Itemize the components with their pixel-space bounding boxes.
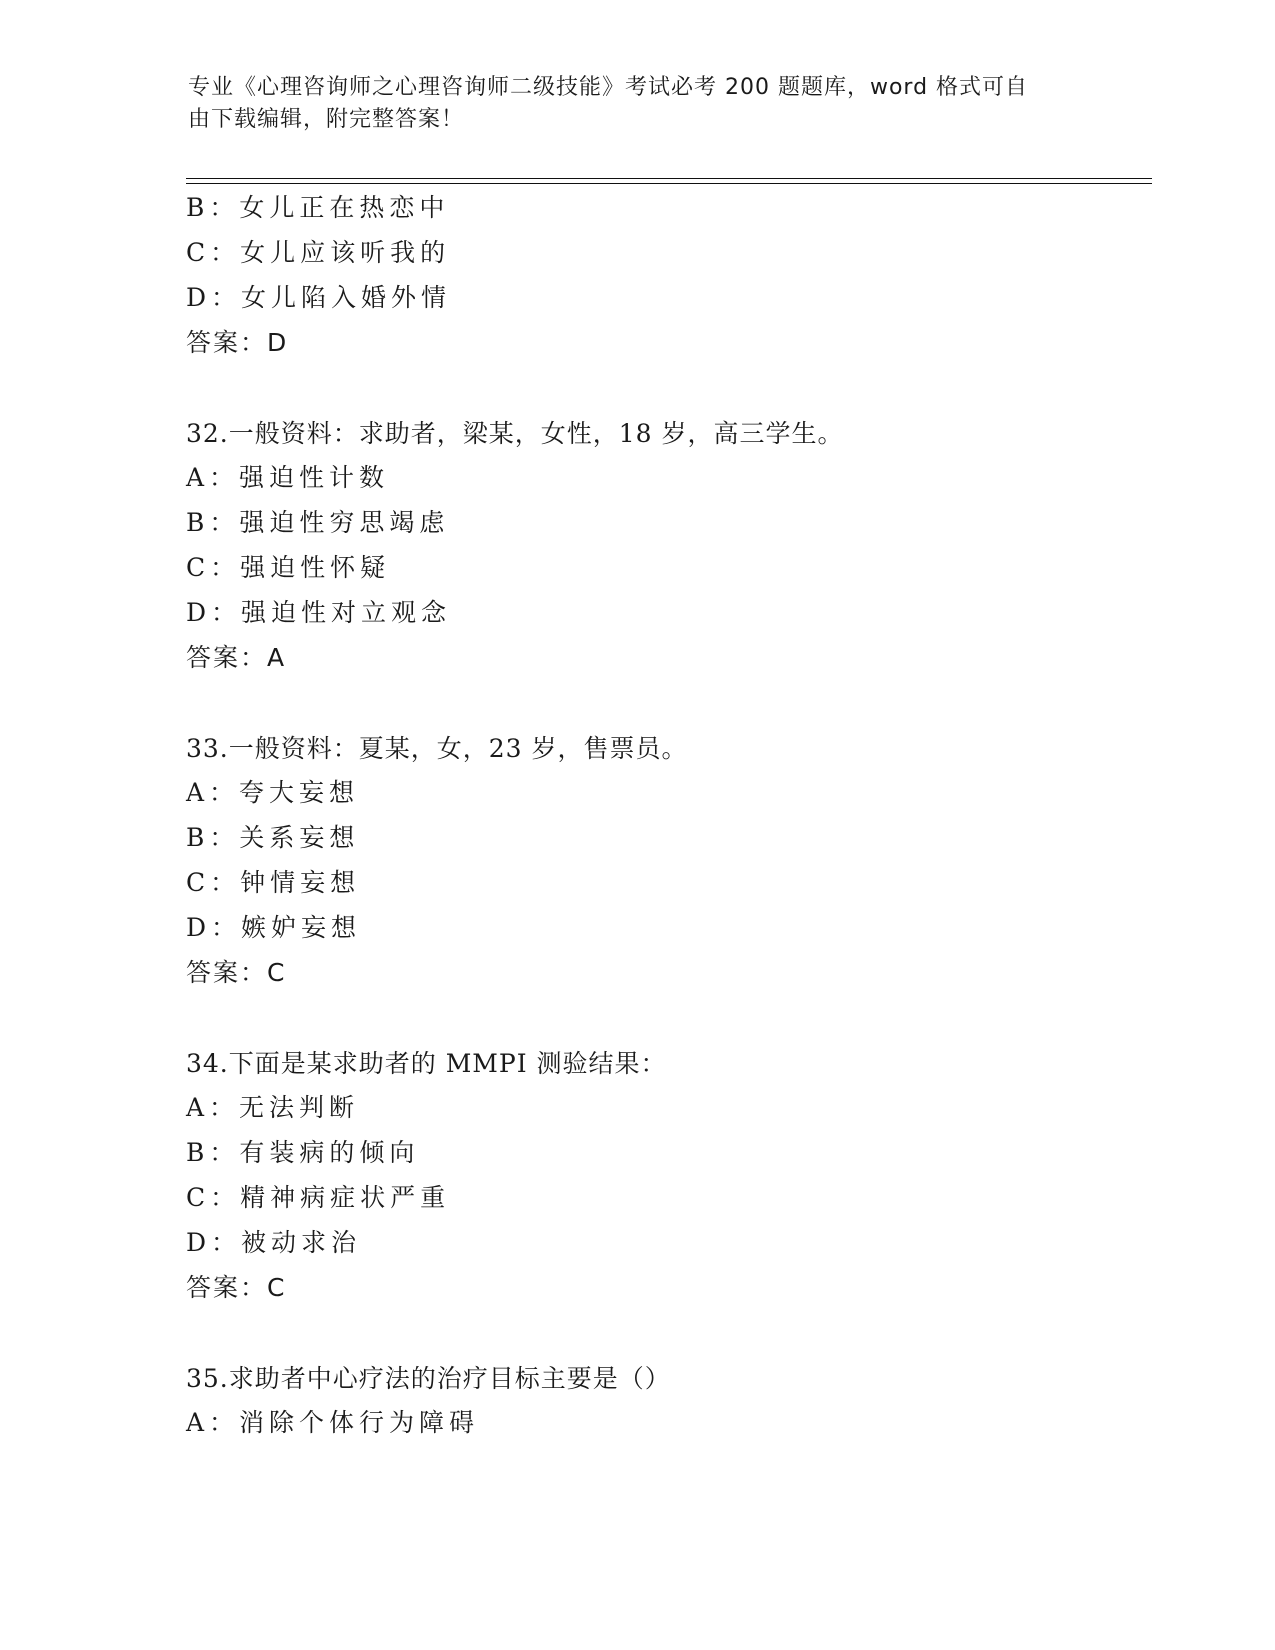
- question-34-option-d: D：被动求治: [186, 1228, 362, 1257]
- question-33-stem: 33.一般资料：夏某，女，23 岁，售票员。: [186, 734, 688, 763]
- question-34-stem: 34.下面是某求助者的 MMPI 测验结果：: [186, 1049, 667, 1078]
- question-32-option-d: D：强迫性对立观念: [186, 598, 452, 627]
- prev-option-b: B：女儿正在热恋中: [186, 193, 450, 222]
- prev-option-d: D：女儿陷入婚外情: [186, 283, 452, 312]
- question-33-option-a: A：夸大妄想: [186, 778, 360, 807]
- header-divider-bottom: [186, 183, 1152, 184]
- question-32-option-c: C：强迫性怀疑: [186, 553, 391, 582]
- question-35-stem: 35.求助者中心疗法的治疗目标主要是（）: [186, 1364, 671, 1393]
- prev-answer: 答案：D: [186, 328, 289, 357]
- question-33-option-d: D：嫉妒妄想: [186, 913, 362, 942]
- question-33-option-c: C：钟情妄想: [186, 868, 361, 897]
- document-header: [188, 72, 1068, 136]
- question-33-answer: 答案：C: [186, 958, 287, 987]
- question-32-option-b: B：强迫性穷思竭虑: [186, 508, 450, 537]
- question-34-option-b: B：有装病的倾向: [186, 1138, 420, 1167]
- question-35-option-a: A：消除个体行为障碍: [186, 1408, 480, 1437]
- question-34-answer: 答案：C: [186, 1273, 287, 1302]
- question-32-option-a: A：强迫性计数: [186, 463, 390, 492]
- header-line-1: 专业《心理咨询师之心理咨询师二级技能》考试必考 200 题题库，word 格式可自: [188, 75, 1029, 100]
- header-line-2: 由下载编辑，附完整答案！: [188, 107, 465, 132]
- question-33-option-b: B：关系妄想: [186, 823, 360, 852]
- header-divider-top: [186, 178, 1152, 179]
- prev-option-c: C：女儿应该听我的: [186, 238, 451, 267]
- question-34-option-c: C：精神病症状严重: [186, 1183, 451, 1212]
- question-34-option-a: A：无法判断: [186, 1093, 360, 1122]
- question-32-stem: 32.一般资料：求助者，梁某，女性，18 岁，高三学生。: [186, 419, 844, 448]
- question-32-answer: 答案：A: [186, 643, 287, 672]
